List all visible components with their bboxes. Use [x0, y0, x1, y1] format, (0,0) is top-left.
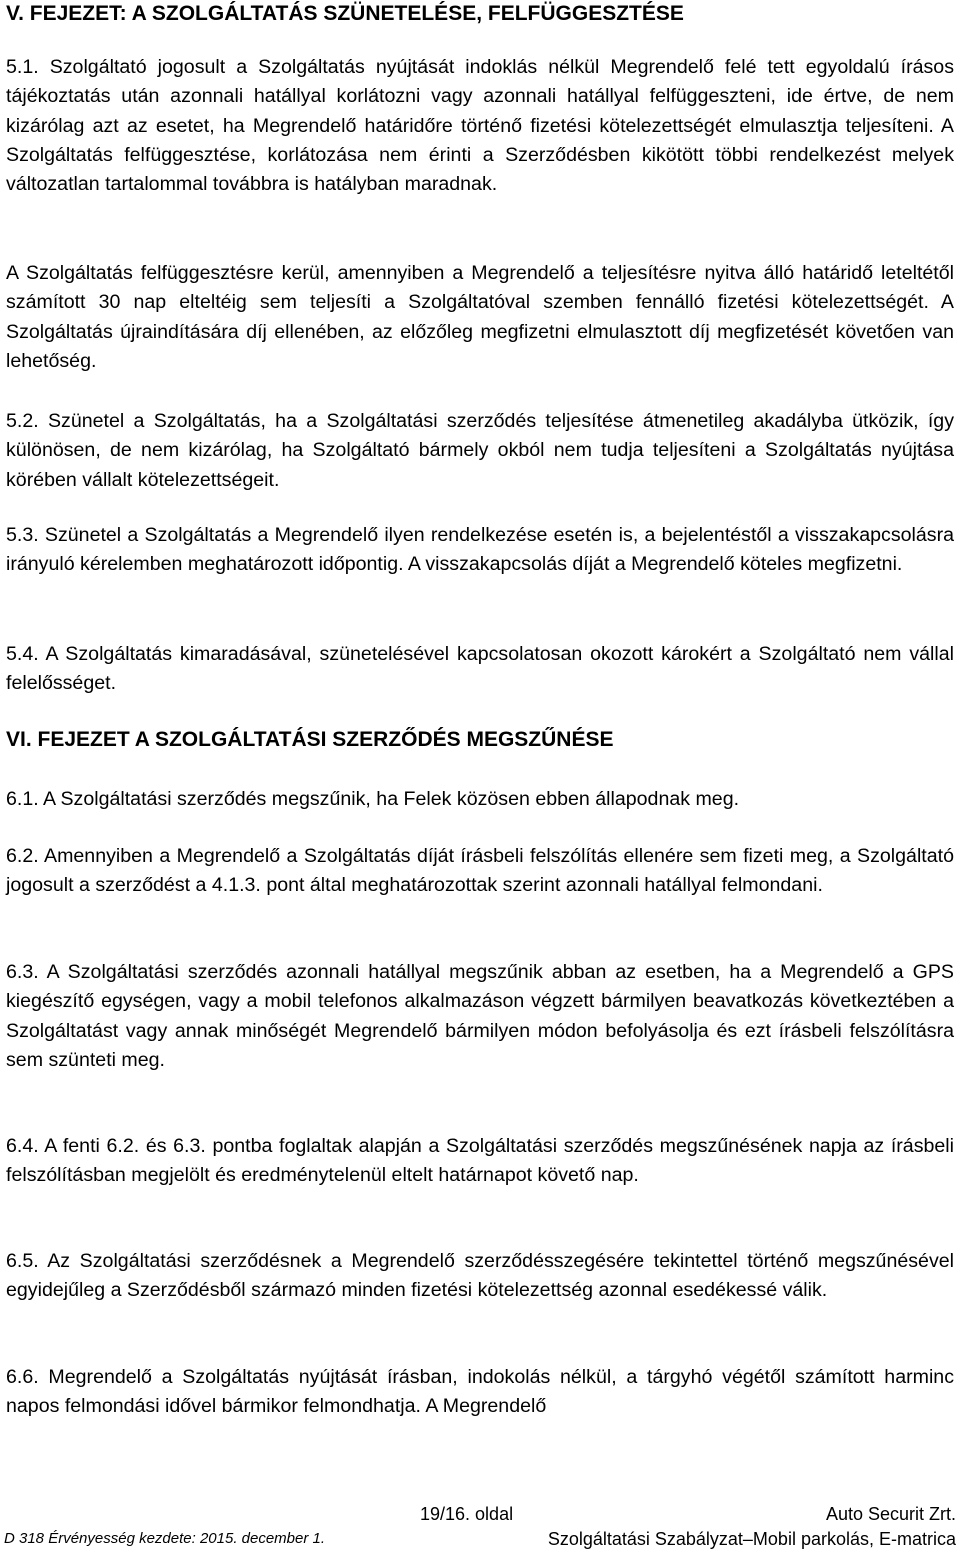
chapter-6-title: VI. FEJEZET A SZOLGÁLTATÁSI SZERZŐDÉS MEGSZŰNÉSE	[6, 728, 614, 751]
paragraph-5-3: 5.3. Szünetel a Szolgáltatás a Megrendelő ilyen rendelkezése esetén is, a bejelentéstől a visszakapcsolásra irányuló kérelemben meghatározott időpontig. A visszakapcsolás díját a Megrendelő köteles megfizetni.	[6, 524, 954, 576]
paragraph-6-6: 6.6. Megrendelő a Szolgáltatás nyújtását írásban, indokolás nélkül, a tárgyhó végétől számított harminc napos felmondási idővel bármikor felmondhatja. A Megrendelő	[6, 1366, 954, 1418]
paragraph-6-4: 6.4. A fenti 6.2. és 6.3. pontba foglaltak alapján a Szolgáltatási szerződés megszűnésének napja az írásbeli felszólításban megjelölt és eredménytelenül eltelt határnapot követő nap.	[6, 1135, 954, 1187]
paragraph-6-3: 6.3. A Szolgáltatási szerződés azonnali hatállyal megszűnik abban az esetben, ha a Megrendelő a GPS kiegészítő egységen, vagy a mobil telefonos alkalmazáson végzett bármilyen beavatkozás következtében a Szolgáltatást vagy annak minőségét Megrendelő bármilyen módon befolyásolja és ezt írásbeli felszólításra sem szünteti meg.	[6, 961, 954, 1071]
chapter-5-title: V. FEJEZET: A SZOLGÁLTATÁS SZÜNETELÉSE, FELFÜGGESZTÉSE	[6, 2, 684, 25]
paragraph-6-1: 6.1. A Szolgáltatási szerződés megszűnik, ha Felek közösen ebben állapodnak meg.	[6, 788, 740, 810]
paragraph-5-2: 5.2. Szünetel a Szolgáltatás, ha a Szolgáltatási szerződés teljesítése átmenetileg akadályba ütközik, így különösen, de nem kizárólag, ha Szolgáltató bármely okból nem tudja teljesíteni a Szolgáltatás nyújtása körében vállalt kötelezettségeit.	[6, 410, 954, 491]
footer-page-number: 19/16. oldal	[420, 1504, 514, 1524]
footer-document-title: Szolgáltatási Szabályzat–Mobil parkolás, E-matrica	[547, 1529, 956, 1549]
paragraph-5-1: 5.1. Szolgáltató jogosult a Szolgáltatás nyújtását indoklás nélkül Megrendelő felé tett egyoldalú írásos tájékoztatás után azonnali hatállyal korlátozni vagy azonnali hatállyal felfüggeszteni, ide értve, de nem kizárólag azt az esetet, ha Megrendelő határidőre történő fizetési kötelezettségét elmulasztja teljesíteni. A Szolgáltatás felfüggesztése, korlátozása nem érinti a Szerződésben kikötött többi rendelkezést melyek változatlan tartalommal továbbra is hatályban maradnak.	[6, 56, 954, 196]
paragraph-6-5: 6.5. Az Szolgáltatási szerződésnek a Megrendelő szerződésszegésére tekintettel történő megszűnésével egyidejűleg a Szerződésből származó minden fizetési kötelezettség azonnal esedékessé válik.	[6, 1250, 954, 1302]
footer-validity-date: D 318 Érvényesség kezdete: 2015. december 1.	[4, 1530, 326, 1547]
footer-company: Auto Securit Zrt.	[825, 1504, 956, 1524]
paragraph-6-2: 6.2. Amennyiben a Megrendelő a Szolgáltatás díját írásbeli felszólítás ellenére sem fizeti meg, a Szolgáltató jogosult a szerződést a 4.1.3. pont által meghatározottak szerint azonnali hatállyal felmondani.	[6, 845, 954, 897]
paragraph-5-4: 5.4. A Szolgáltatás kimaradásával, szünetelésével kapcsolatosan okozott károkért a Szolgáltató nem vállal felelősséget.	[6, 643, 954, 695]
paragraph-5-1-continued: A Szolgáltatás felfüggesztésre kerül, amennyiben a Megrendelő a teljesítésre nyitva álló határidő leteltétől számított 30 nap elteltéig sem teljesíti a Szolgáltatóval szemben fennálló fizetési kötelezettségét. A Szolgáltatás újraindítására díj ellenében, az előzőleg megfizetni elmulasztott díj megfizetését követően van lehetőség.	[6, 262, 954, 372]
